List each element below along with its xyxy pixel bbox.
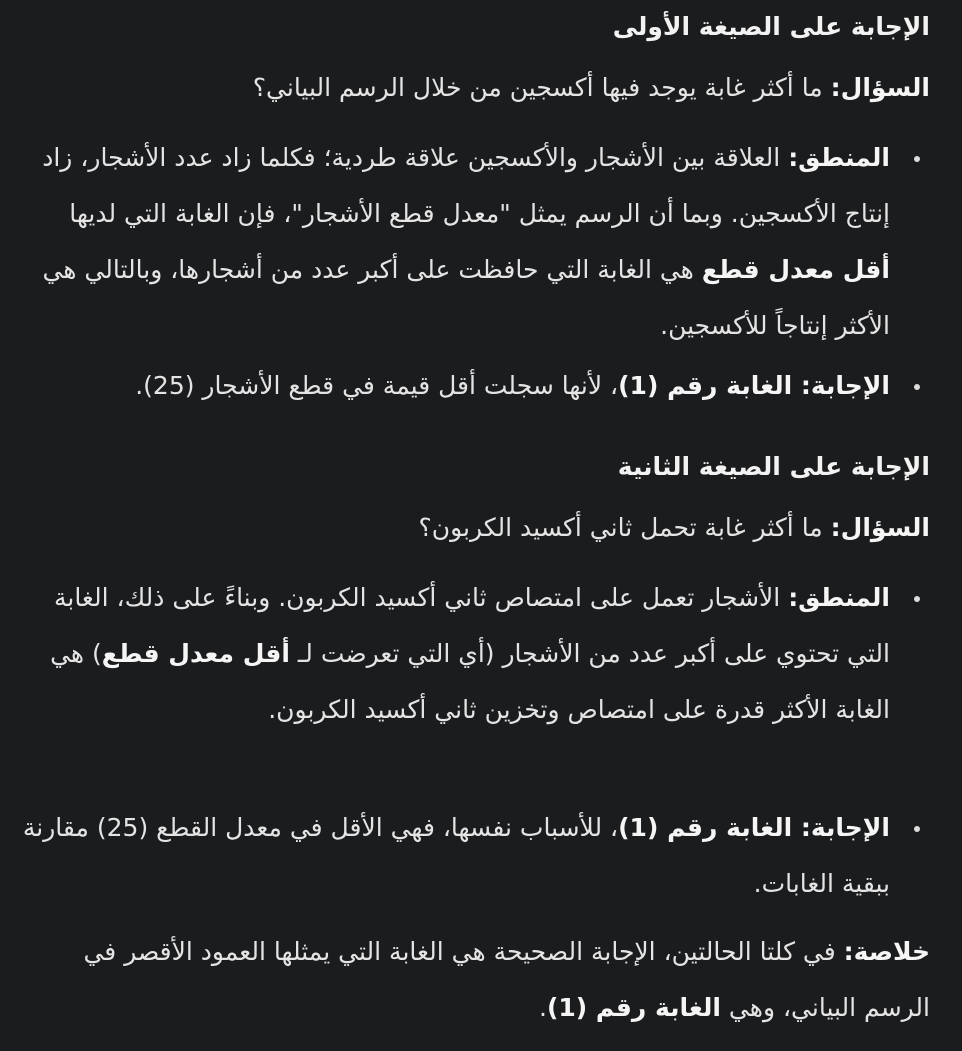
section2-logic-text-1: الأشجار تعمل على امتصاص ثاني أكسيد الكربون. وبناءً على ذلك، الغابة التي تحتوي على أكبر عدد من الأشجار (أي التي تعرضت لـ	[53, 583, 890, 668]
section2-answer-label: الإجابة: الغابة رقم (1)	[618, 813, 890, 842]
section2-question	[20, 500, 930, 556]
section1-list	[20, 130, 930, 354]
section2-question-text: ما أكثر غابة تحمل ثاني أكسيد الكربون؟	[418, 513, 831, 542]
summary-paragraph	[20, 924, 930, 1036]
section2-logic-item	[20, 570, 930, 738]
section1-answer-list	[20, 358, 930, 414]
section1-question	[20, 60, 930, 116]
section2-logic-label: المنطق:	[788, 583, 890, 612]
summary-bold: الغابة رقم (1)	[546, 993, 721, 1022]
section2-question-label: السؤال:	[830, 513, 930, 542]
section1-answer-text: ، لأنها سجلت أقل قيمة في قطع الأشجار (25).	[135, 371, 619, 400]
section2-list	[20, 570, 930, 738]
section2-answer-item	[20, 800, 930, 912]
section2-answer-text: ، للأسباب نفسها، فهي الأقل في معدل القطع (25) مقارنة ببقية الغابات.	[22, 813, 890, 898]
section1-logic-bold: أقل معدل قطع	[701, 255, 890, 284]
section1-logic-text-1: العلاقة بين الأشجار والأكسجين علاقة طردية؛ فكلما زاد عدد الأشجار، زاد إنتاج الأكسجين. وبما أن الرسم يمثل "معدل قطع الأشجار"، فإن الغابة التي لديها	[42, 143, 890, 228]
section1-answer-item	[20, 358, 930, 414]
summary-label: خلاصة:	[843, 937, 930, 966]
bullet-icon	[910, 800, 924, 856]
summary-text-1: في كلتا الحالتين، الإجابة الصحيحة هي الغابة التي يمثلها العمود الأقصر في الرسم البياني، وهي	[83, 937, 930, 1022]
bullet-icon	[910, 358, 924, 414]
bullet-icon	[910, 570, 924, 626]
section2-answer-list	[20, 800, 930, 912]
section2-logic-bold: أقل معدل قطع	[101, 639, 290, 668]
section2-heading: الإجابة على الصيغة الثانية	[617, 452, 930, 481]
section1-heading: الإجابة على الصيغة الأولى	[612, 12, 930, 41]
section1-logic-label: المنطق:	[788, 143, 890, 172]
section1-question-label: السؤال:	[830, 73, 930, 102]
section1-logic-item	[20, 130, 930, 354]
bullet-icon	[910, 130, 924, 186]
section1-answer-label: الإجابة: الغابة رقم (1)	[618, 371, 890, 400]
summary-text-2: .	[538, 993, 547, 1022]
section2-logic-text-2: ) هي الغابة الأكثر قدرة على امتصاص وتخزين ثاني أكسيد الكربون.	[50, 639, 890, 724]
section1-question-text: ما أكثر غابة يوجد فيها أكسجين من خلال الرسم البياني؟	[252, 73, 831, 102]
section1-logic-text-2: هي الغابة التي حافظت على أكبر عدد من أشجارها، وبالتالي هي الأكثر إنتاجاً للأكسجين.	[42, 255, 890, 340]
